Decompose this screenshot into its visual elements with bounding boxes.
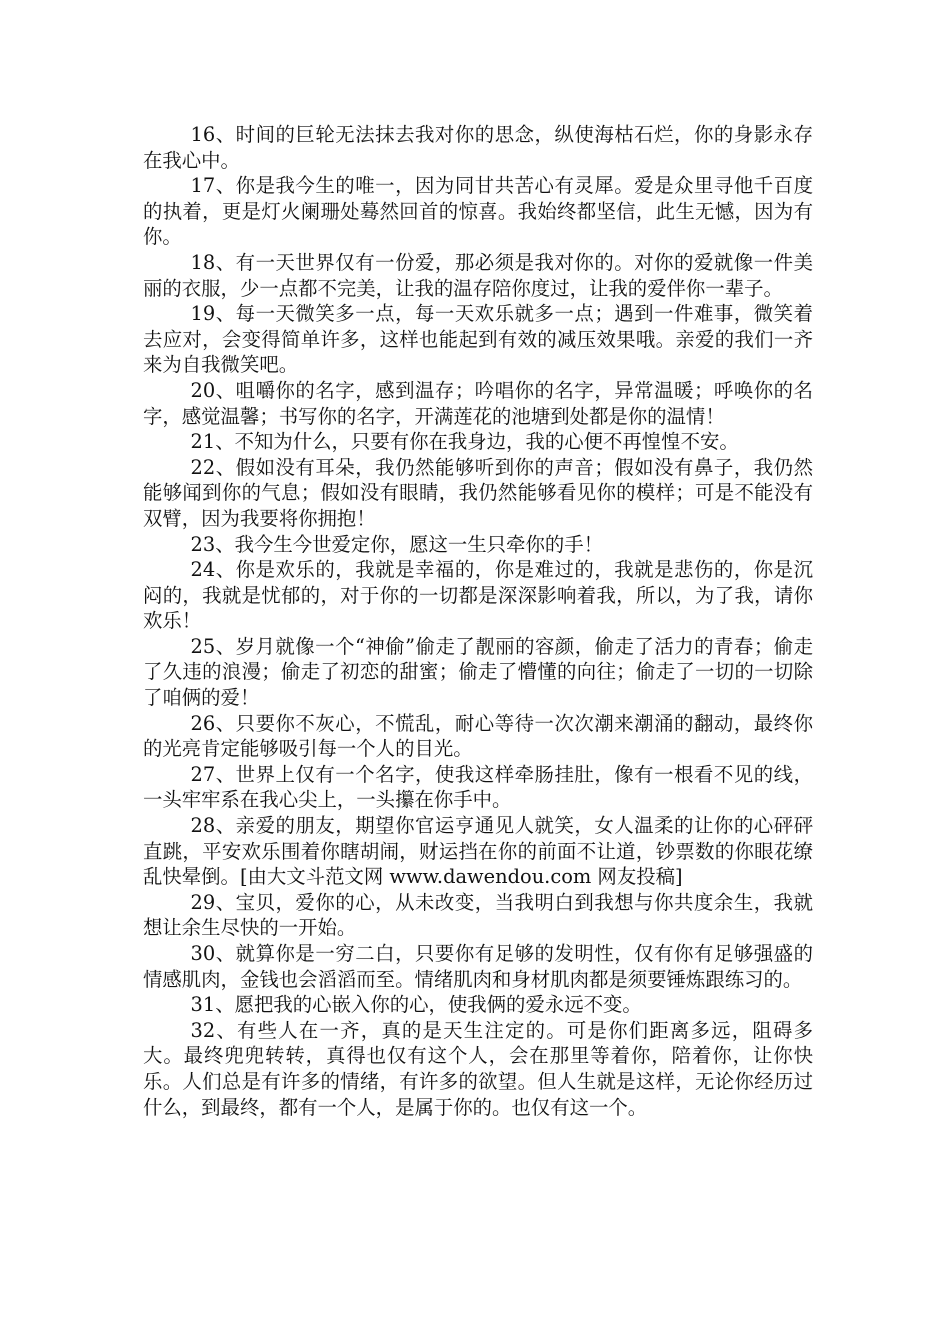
paragraph-30: 30、就算你是一穷二白，只要你有足够的发明性，仅有你有足够强盛的情感肌肉，金钱也会滔滔而至。情绪肌肉和身材肌肉都是须要锤炼跟练习的。 — [143, 942, 813, 991]
paragraph-16: 16、时间的巨轮无法抹去我对你的思念，纵使海枯石烂，你的身影永存在我心中。 — [143, 123, 813, 172]
paragraph-31: 31、愿把我的心嵌入你的心，使我俩的爱永远不变。 — [190, 993, 642, 1017]
paragraph-28: 28、亲爱的朋友，期望你官运亨通见人就笑，女人温柔的让你的心砰砰直跳，平安欢乐围着你瞎胡闹，财运挡在你的前面不让道，钞票数的你眼花缭乱快晕倒。[由大文斗范文网 www.dawendou.com 网友投稿] — [143, 814, 813, 889]
paragraph-24: 24、你是欢乐的，我就是幸福的，你是难过的，我就是悲伤的，你是沉闷的，我就是忧郁的，对于你的一切都是深深影响着我，所以，为了我，请你欢乐！ — [143, 558, 813, 633]
paragraph-27: 27、世界上仅有一个名字，使我这样牵肠挂肚，像有一根看不见的线，一头牢牢系在我心尖上，一头攥在你手中。 — [143, 762, 813, 812]
paragraph-22: 22、假如没有耳朵，我仍然能够听到你的声音；假如没有鼻子，我仍然能够闻到你的气息；假如没有眼睛，我仍然能够看见你的模样；可是不能没有双臂，因为我要将你拥抱！ — [143, 455, 813, 530]
paragraph-26: 26、只要你不灰心，不慌乱，耐心等待一次次潮来潮涌的翻动，最终你的光亮肯定能够吸引每一个人的目光。 — [143, 711, 813, 761]
paragraph-25: 25、岁月就像一个“神偷”偷走了靓丽的容颜，偷走了活力的青春；偷走了久违的浪漫；偷走了初恋的甜蜜；偷走了懵懂的向往；偷走了一切的一切除了咱俩的爱！ — [143, 634, 813, 710]
paragraph-20: 20、咀嚼你的名字，感到温存；吟唱你的名字，异常温暖；呼唤你的名字，感觉温馨；书写你的名字，开满莲花的池塘到处都是你的温情！ — [143, 378, 813, 428]
paragraph-21: 21、不知为什么，只要有你在我身边，我的心便不再惶惶不安。 — [190, 430, 739, 454]
paragraph-17: 17、你是我今生的唯一，因为同甘共苦心有灵犀。爱是众里寻他千百度的执着，更是灯火阑珊处蓦然回首的惊喜。我始终都坚信，此生无憾，因为有你。 — [143, 174, 813, 249]
paragraph-18: 18、有一天世界仅有一份爱，那必须是我对你的。对你的爱就像一件美丽的衣服，少一点都不完美，让我的温存陪你度过，让我的爱伴你一辈子。 — [143, 250, 813, 300]
paragraph-29: 29、宝贝，爱你的心，从未改变，当我明白到我想与你共度余生，我就想让余生尽快的一开始。 — [143, 890, 813, 940]
paragraph-32: 32、有些人在一齐，真的是天生注定的。可是你们距离多远，阻碍多大。最终兜兜转转，真得也仅有这个人，会在那里等着你，陪着你，让你快乐。人们总是有许多的情绪，有许多的欲望。但人生就是这样，无论你经历过什么，到最终，都有一个人，是属于你的。也仅有这一个。 — [143, 1018, 813, 1119]
paragraph-19: 19、每一天微笑多一点，每一天欢乐就多一点；遇到一件难事，微笑着去应对，会变得简单许多，这样也能起到有效的减压效果哦。亲爱的我们一齐来为自我微笑吧。 — [143, 302, 813, 377]
paragraph-23: 23、我今生今世爱定你，愿这一生只牵你的手！ — [190, 532, 604, 556]
document-body — [143, 122, 813, 1120]
